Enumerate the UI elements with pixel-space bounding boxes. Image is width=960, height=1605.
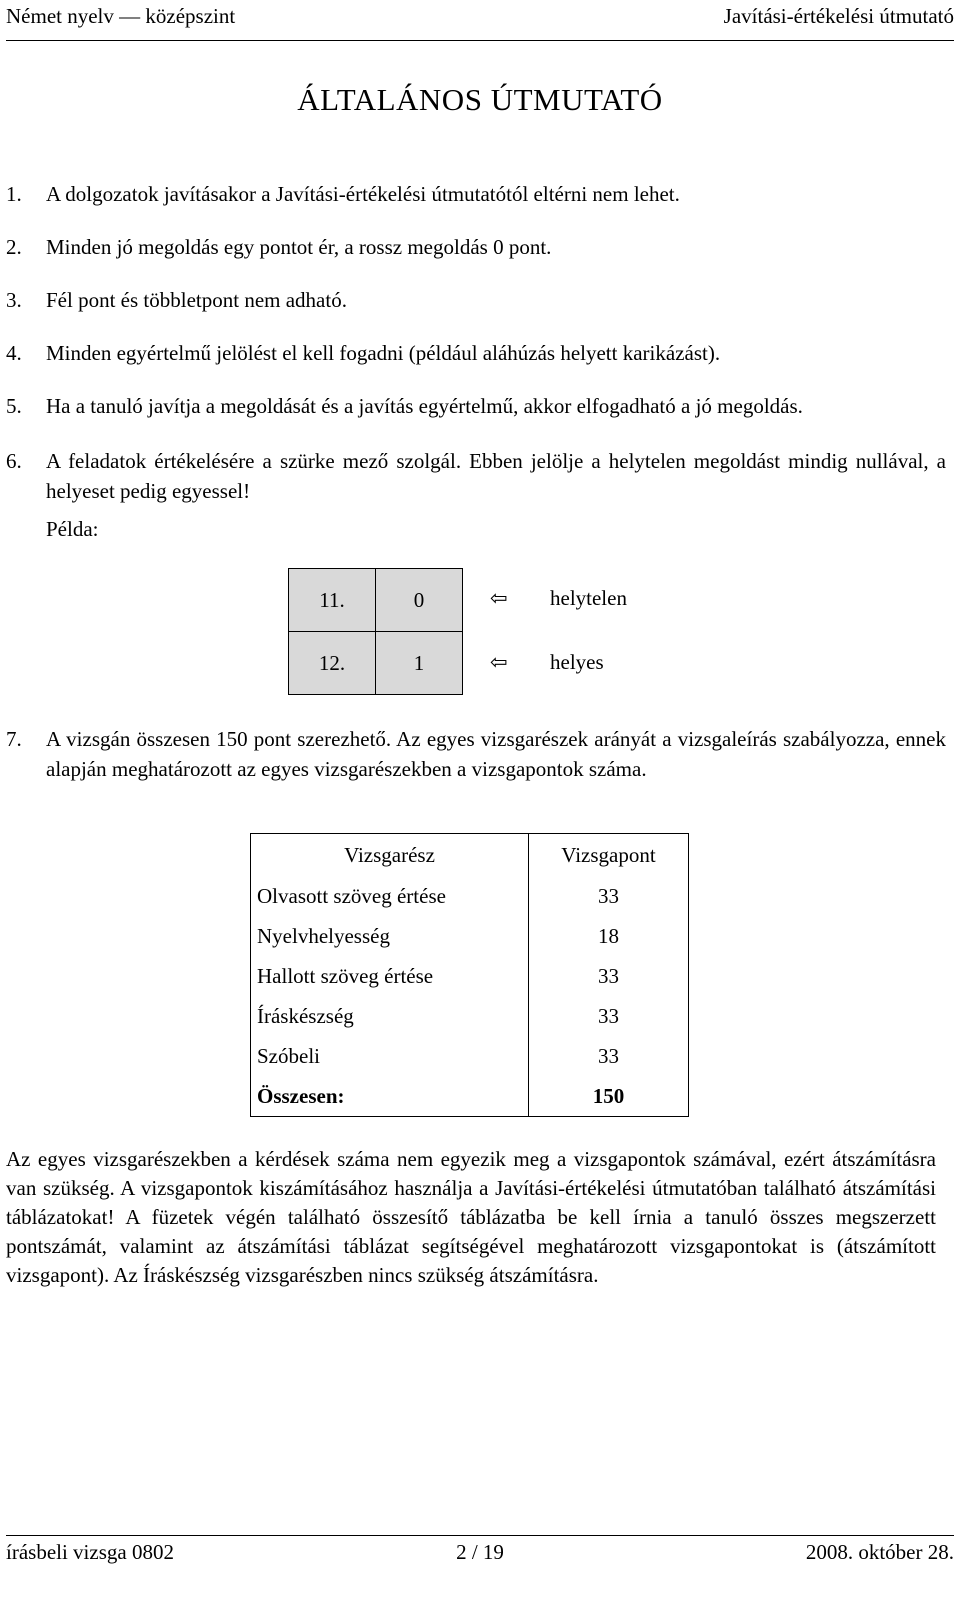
table-row <box>251 996 689 1036</box>
example-annotation <box>490 650 604 675</box>
footer-date: 2008. október 28. <box>805 1540 954 1564</box>
item-number: 7. <box>6 727 22 751</box>
table-row <box>251 956 689 996</box>
item-number: 4. <box>6 341 22 365</box>
exam-part: Hallott szöveg értése <box>251 956 529 996</box>
item-number: 3. <box>6 288 22 312</box>
example-row <box>289 569 463 632</box>
exam-points: 33 <box>529 996 689 1036</box>
exam-points: 33 <box>529 876 689 916</box>
example-score-cell: 0 <box>376 569 463 632</box>
exam-points: 18 <box>529 916 689 956</box>
arrow-left-icon: ⇦ <box>490 586 508 610</box>
item-number: 6. <box>6 449 22 473</box>
table-row <box>251 876 689 916</box>
example-grading-table <box>288 568 463 695</box>
exam-points: 33 <box>529 1036 689 1076</box>
conversion-paragraph: Az egyes vizsgarészekben a kérdések száma nem egyezik meg a vizsgapontok számával, ezért átszámításra van szükség. A vizsgapontok kiszámításához használja a Javítási-értékelési útmutatóban található átszámítási táblázatokat! A füzetek végén található összesítő táblázatba be kell írnia a tanuló összes megszerzett pontszámát, valamint az átszámítási táblázat segítségével meghatározott vizsgapontokat is (átszámított vizsgapont). Az Íráskészség vizsgarészben nincs szükség átszámításra. <box>6 1147 936 1287</box>
page-number: 2 / 19 <box>456 1540 504 1564</box>
table-row <box>251 916 689 956</box>
example-task-number: 11. <box>289 569 376 632</box>
example-note: helyes <box>550 650 604 674</box>
exam-part: Nyelvhelyesség <box>251 916 529 956</box>
item-text: A feladatok értékelésére a szürke mező szolgál. Ebben jelölje a helytelen megoldást mindig nullával, a helyeset pedig egyessel! <box>46 449 946 503</box>
header-subject: Német nyelv — középszint <box>6 4 236 28</box>
page-header <box>6 0 954 41</box>
item-text: Ha a tanuló javítja a megoldását és a javítás egyértelmű, akkor elfogadható a jó megoldás. <box>46 394 803 418</box>
example-annotation <box>490 586 627 611</box>
item-text: Fél pont és többletpont nem adható. <box>46 288 347 312</box>
example-score-cell: 1 <box>376 632 463 695</box>
item-text: A vizsgán összesen 150 pont szerezhető. Az egyes vizsgarészek arányát a vizsgaleírás szabályozza, ennek alapján meghatározott az egyes vizsgarészekben a vizsgapontok száma. <box>46 727 946 781</box>
column-header-part: Vizsgarész <box>251 834 529 877</box>
table-total-row <box>251 1076 689 1117</box>
total-label: Összesen: <box>251 1076 529 1117</box>
item-text: A dolgozatok javításakor a Javítási-értékelési útmutatótól eltérni nem lehet. <box>46 182 680 206</box>
exam-part: Olvasott szöveg értése <box>251 876 529 916</box>
example-label: Példa: <box>46 517 99 541</box>
item-number: 5. <box>6 394 22 418</box>
exam-points: 33 <box>529 956 689 996</box>
column-header-points: Vizsgapont <box>529 834 689 877</box>
example-note: helytelen <box>550 586 627 610</box>
exam-points-table <box>250 833 689 1117</box>
item-text: Minden egyértelmű jelölést el kell fogadni (például aláhúzás helyett karikázást). <box>46 341 721 365</box>
page-title: ÁLTALÁNOS ÚTMUTATÓ <box>297 82 663 117</box>
item-number: 2. <box>6 235 22 259</box>
exam-part: Íráskészség <box>251 996 529 1036</box>
header-doc-type: Javítási-értékelési útmutató <box>723 4 954 28</box>
item-number: 1. <box>6 182 22 206</box>
example-row <box>289 632 463 695</box>
table-header-row <box>251 834 689 877</box>
exam-part: Szóbeli <box>251 1036 529 1076</box>
item-text: Minden jó megoldás egy pontot ér, a rossz megoldás 0 pont. <box>46 235 552 259</box>
table-row <box>251 1036 689 1076</box>
example-task-number: 12. <box>289 632 376 695</box>
footer-exam-code: írásbeli vizsga 0802 <box>6 1540 174 1564</box>
total-points: 150 <box>529 1076 689 1117</box>
arrow-left-icon: ⇦ <box>490 650 508 674</box>
footer-divider <box>6 1535 954 1536</box>
